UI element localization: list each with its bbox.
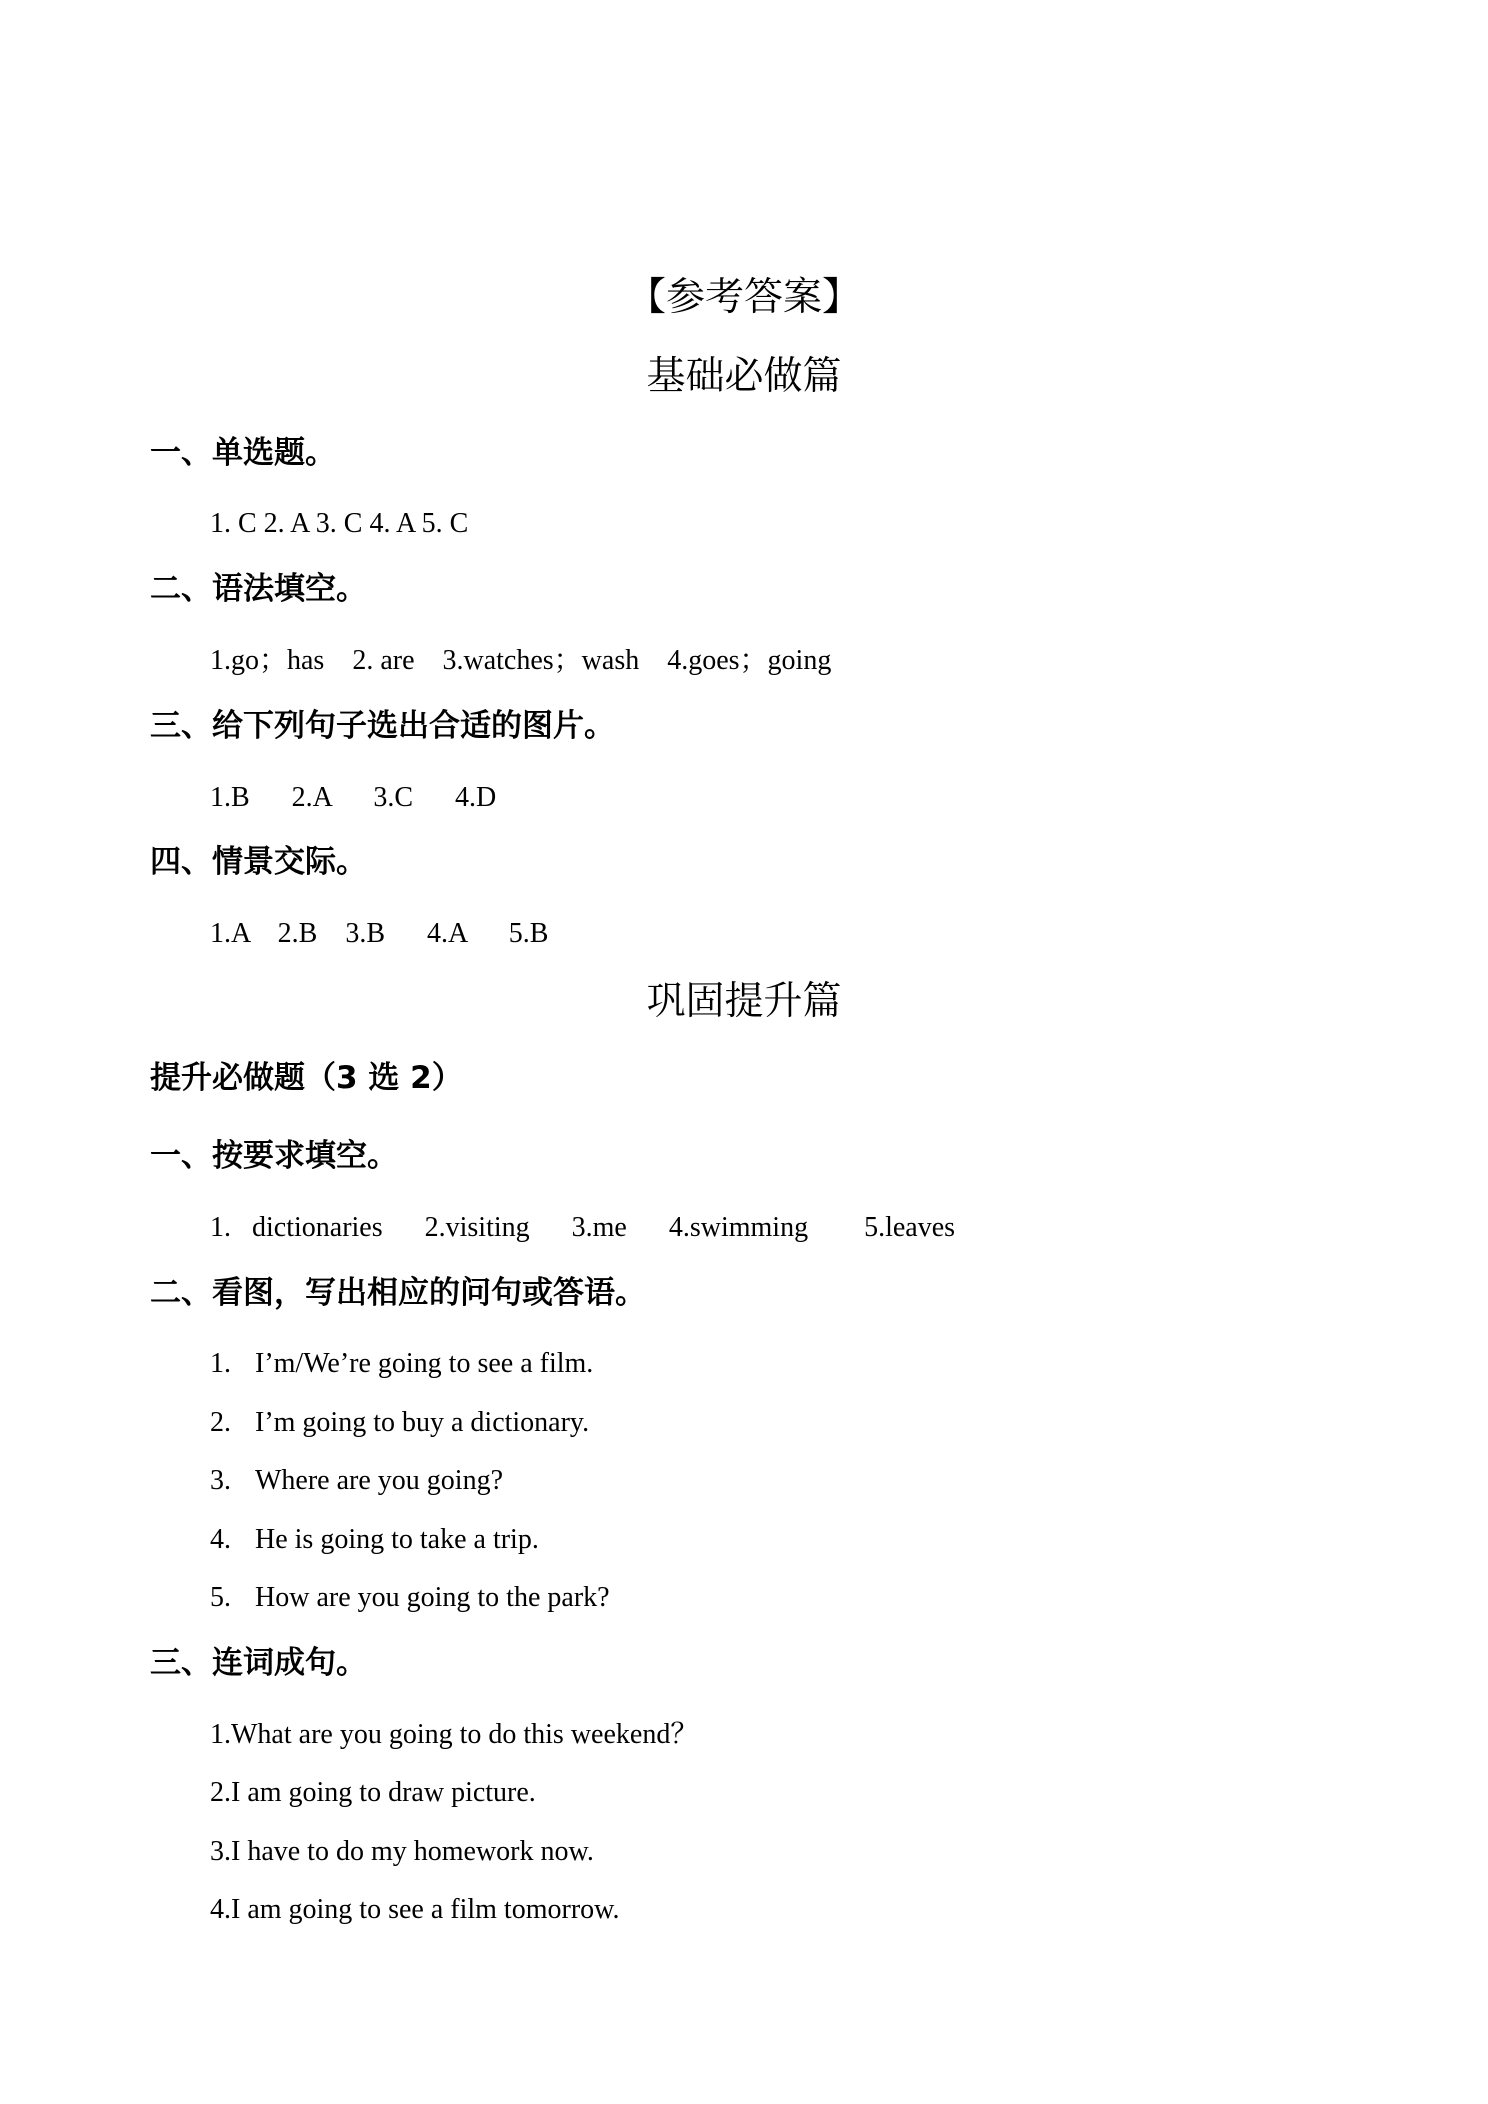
advanced-subtitle: 提升必做题（3 选 2） (150, 1060, 463, 1096)
list-item (210, 1580, 610, 1616)
section-heading-dialogue: 四、情景交际。 (150, 844, 367, 880)
section-heading-sentence-building: 三、连词成句。 (150, 1645, 367, 1681)
answer-picture-match: 1.B 2.A 3.C 4.D (210, 782, 497, 813)
answer-dialogue: 1.A 2.B 3.B 4.A 5.B (210, 918, 549, 949)
section-heading-grammar-fill: 二、语法填空。 (150, 571, 367, 607)
answer-key-title: 【参考答案】 (626, 275, 861, 320)
sentence-item: 3.I have to do my homework now. (210, 1836, 594, 1867)
section-heading-picture-match: 三、给下列句子选出合适的图片。 (150, 708, 615, 744)
answer-single-choice: 1. C 2. A 3. C 4. A 5. C (210, 508, 469, 539)
answer-grammar-fill: 1.go；has 2. are 3.watches；wash 4.goes；going (210, 645, 832, 676)
item-number: 1. (210, 1348, 231, 1379)
item-text: I’m/We’re going to see a film. (255, 1348, 594, 1379)
sentence-item: 1.What are you going to do this weekend？ (210, 1719, 699, 1750)
item-number: 4. (210, 1524, 231, 1555)
section-heading-fill-as-required: 一、按要求填空。 (150, 1138, 398, 1174)
section-heading-picture-questions: 二、看图，写出相应的问句或答语。 (150, 1275, 646, 1311)
part-basic-title: 基础必做篇 (646, 354, 842, 399)
sentence-item: 4.I am going to see a film tomorrow. (210, 1894, 620, 1925)
item-number: 3. (210, 1465, 231, 1496)
item-text: He is going to take a trip. (255, 1524, 539, 1555)
item-text: Where are you going? (255, 1465, 503, 1496)
item-number: 2. (210, 1407, 231, 1438)
sentence-item: 2.I am going to draw picture. (210, 1777, 536, 1808)
item-text: How are you going to the park? (255, 1582, 610, 1613)
list-item (210, 1522, 539, 1558)
list-item (210, 1346, 593, 1382)
answer-fill-as-required: 1. dictionaries 2.visiting 3.me 4.swimming 5.leaves (210, 1212, 956, 1243)
part-advanced-title: 巩固提升篇 (646, 979, 842, 1024)
item-text: I’m going to buy a dictionary. (255, 1407, 590, 1438)
list-item (210, 1463, 503, 1499)
list-item (210, 1405, 589, 1441)
item-number: 5. (210, 1582, 231, 1613)
section-heading-single-choice: 一、单选题。 (150, 435, 336, 471)
